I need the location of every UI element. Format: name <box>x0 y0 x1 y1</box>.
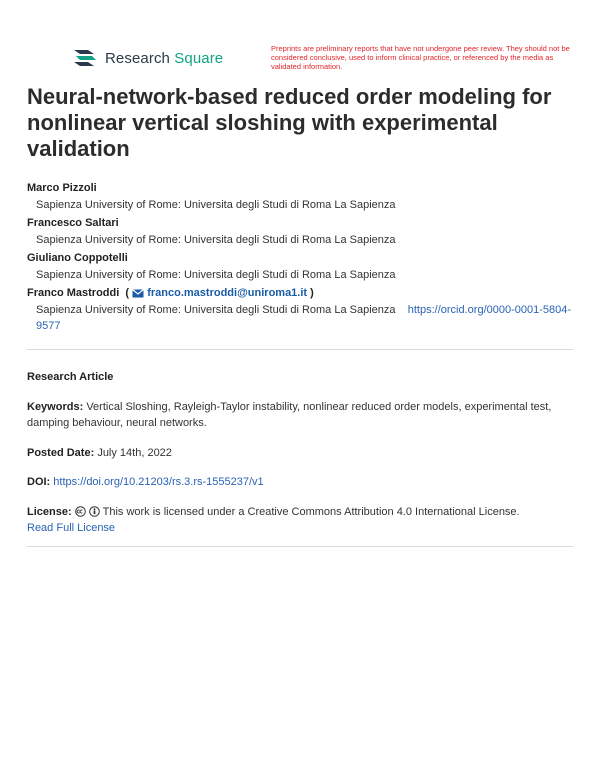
doi <box>27 474 575 490</box>
author-email: franco.mastroddi@uniroma1.it <box>147 287 308 299</box>
license <box>27 504 575 536</box>
license-text: This work is licensed under a Creative Commons Attribution 4.0 International License. <box>102 506 520 518</box>
keywords-label: Keywords: <box>27 401 84 413</box>
email-paren-open: ( <box>122 287 130 299</box>
divider <box>27 546 573 547</box>
preprint-disclaimer: Preprints are preliminary reports that have not undergone peer review. They should not be considered conclusive, used to inform clinical practice, or referenced by the media as validated information. <box>271 44 570 71</box>
posted-date <box>27 445 575 461</box>
brand-name-research: Research <box>105 49 170 67</box>
doi-link[interactable]: https://doi.org/10.21203/rs.3.rs-1555237/v1 <box>53 476 264 488</box>
author-name: Marco Pizzoli <box>27 182 97 194</box>
envelope-icon <box>132 289 144 298</box>
license-label: License: <box>27 506 72 518</box>
corresponding-author <box>27 285 575 302</box>
research-square-logo[interactable] <box>72 48 223 68</box>
doi-label: DOI: <box>27 476 51 488</box>
affiliation-text: Sapienza University of Rome: Universita degli Studi di Roma La Sapienza <box>36 304 396 316</box>
posted-date-value: July 14th, 2022 <box>97 447 172 459</box>
research-square-logo-icon <box>72 48 98 68</box>
brand-name <box>105 50 223 67</box>
creative-commons-icon <box>75 506 86 517</box>
brand-name-square: Square <box>174 49 224 67</box>
email-paren-close: ) <box>310 287 314 299</box>
paper-title: Neural-network-based reduced order modeling for nonlinear vertical sloshing with experimental validation <box>27 84 552 161</box>
author-affiliation <box>27 302 575 334</box>
keywords-value: Vertical Sloshing, Rayleigh-Taylor instability, nonlinear reduced order models, experimental test, damping behaviour, neural networks. <box>27 401 552 429</box>
attribution-icon <box>89 506 100 517</box>
keywords <box>27 399 575 431</box>
author-name: Francesco Saltari <box>27 217 119 229</box>
article-type-label: Research Article <box>27 371 114 383</box>
author-email-link[interactable] <box>132 287 307 299</box>
article-type <box>27 369 575 385</box>
divider <box>27 349 573 350</box>
author-name: Giuliano Coppotelli <box>27 252 128 264</box>
author-affiliation: Sapienza University of Rome: Universita degli Studi di Roma La Sapienza <box>36 234 396 246</box>
author-list <box>27 180 575 334</box>
author-name: Franco Mastroddi <box>27 287 120 299</box>
posted-date-label: Posted Date: <box>27 447 95 459</box>
header <box>72 44 572 78</box>
author-affiliation: Sapienza University of Rome: Universita degli Studi di Roma La Sapienza <box>36 269 396 281</box>
read-full-license-link[interactable]: Read Full License <box>27 522 116 534</box>
orcid-link[interactable]: https://orcid.org/0000-0001-5804-9577 <box>36 304 572 332</box>
author-affiliation: Sapienza University of Rome: Universita degli Studi di Roma La Sapienza <box>36 199 396 211</box>
